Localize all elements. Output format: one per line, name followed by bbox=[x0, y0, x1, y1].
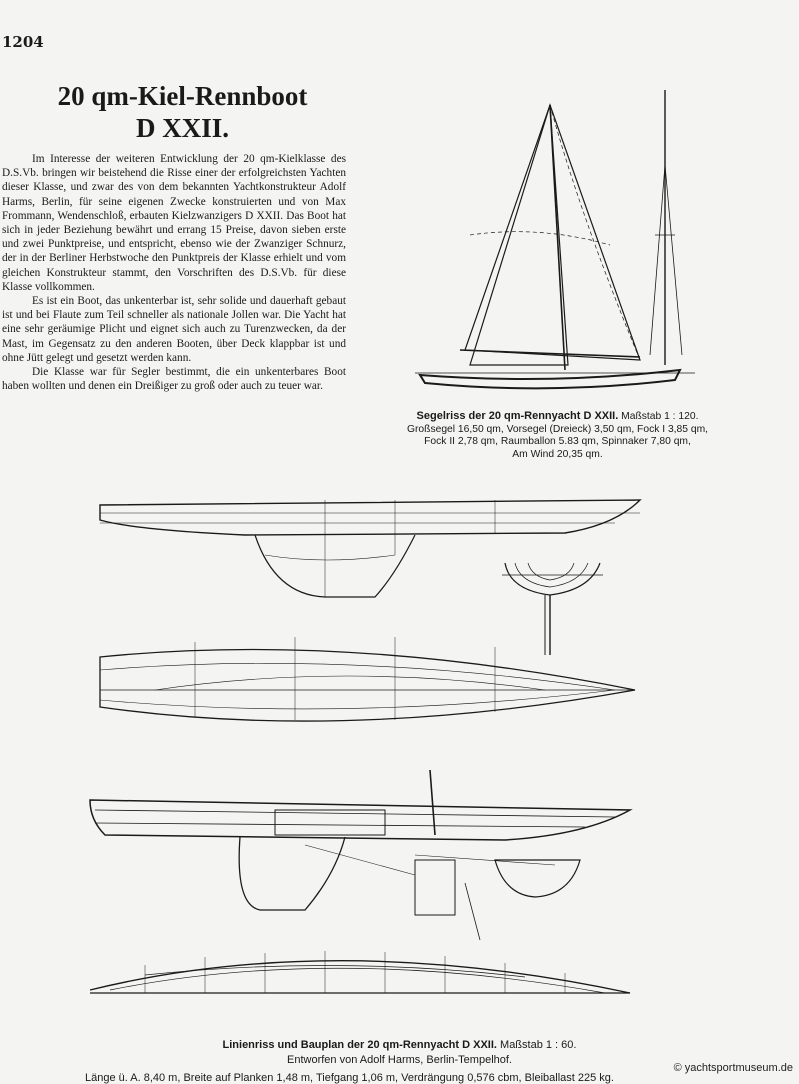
article-body bbox=[2, 152, 346, 393]
sail-plan-caption bbox=[380, 410, 735, 461]
sail-caption-line-3: Am Wind 20,35 qm. bbox=[512, 448, 603, 460]
sail-caption-scale: Maßstab 1 : 120. bbox=[621, 411, 699, 422]
construction-profile-drawing bbox=[85, 765, 645, 950]
article-title bbox=[20, 80, 345, 144]
title-line-1: 20 qm-Kiel-Rennboot bbox=[57, 81, 308, 111]
paragraph-2: Es ist ein Boot, das unkenterbar ist, sehr solide und dauerhaft gebaut ist und bei Flaute zum Teil schneller als nationale Jollen war. Die Yacht hat eine sehr geräumige Plicht und eignet sich auch zu Turenzwecken, da der Mast, im Gegensatz zu den anderen Booten, über Deck klappbar ist und ohne Jütt gelegt und gesetzt werden kann. bbox=[2, 295, 346, 364]
watermark: © yachtsportmuseum.de bbox=[673, 1062, 793, 1074]
half-breadth-drawing bbox=[95, 632, 640, 727]
sail-caption-line-1: Großsegel 16,50 qm, Vorsegel (Dreieck) 3,50 qm, Fock I 3,85 qm, bbox=[406, 423, 709, 435]
lines-caption-scale: Maßstab 1 : 60. bbox=[500, 1039, 577, 1051]
sail-plan-drawing bbox=[410, 85, 700, 395]
title-line-2: D XXII. bbox=[135, 113, 229, 143]
lines-caption-designer: Entworfen von Adolf Harms, Berlin-Tempelhof. bbox=[287, 1054, 512, 1066]
deck-plan-drawing bbox=[85, 935, 635, 1000]
sail-caption-title: Segelriss der 20 qm-Rennyacht D XXII. bbox=[416, 410, 619, 422]
lines-caption-title: Linienriss und Bauplan der 20 qm-Rennyacht D XXII. bbox=[222, 1039, 497, 1051]
boat-dimensions: Länge ü. A. 8,40 m, Breite auf Planken 1,48 m, Tiefgang 1,06 m, Verdrängung 0,576 cbm, Bleiballast 225 kg. bbox=[85, 1072, 614, 1084]
page-number: 1204 bbox=[2, 33, 44, 51]
paragraph-1: Im Interesse der weiteren Entwicklung der 20 qm-Kielklasse des D.S.Vb. bringen wir beistehend die Risse einer der erfolgreichsten Yachten dieser Klasse, und zwar des von dem bekannten Yachtkonstrukteur Adolf Harms, Berlin, für seine eigenen Zwecke konstruierten und von Max Frommann, Wendenschloß, erbauten Kielzwanzigers D XXII. Das Boot hat sich in jeder Beziehung bewährt und errang 15 Preise, davon sieben erste und zwei Punktpreise, und entspricht, ebenso wie der Zwanziger Schnurz, der in der Berliner Herbstwoche den Punktpreis der Klasse erhielt und vom gleichen Konstrukteur stammt, den Vorschriften des D.S.Vb. für diese Klasse vollkommen. bbox=[2, 153, 346, 293]
sail-caption-line-2: Fock II 2,78 qm, Raumballon 5.83 qm, Spinnaker 7,80 qm, bbox=[424, 436, 691, 447]
paragraph-3: Die Klasse war für Segler bestimmt, die ein unkenterbares Boot haben wollten und denen ein Dreißiger zu groß oder auch zu teuer war. bbox=[2, 366, 346, 393]
